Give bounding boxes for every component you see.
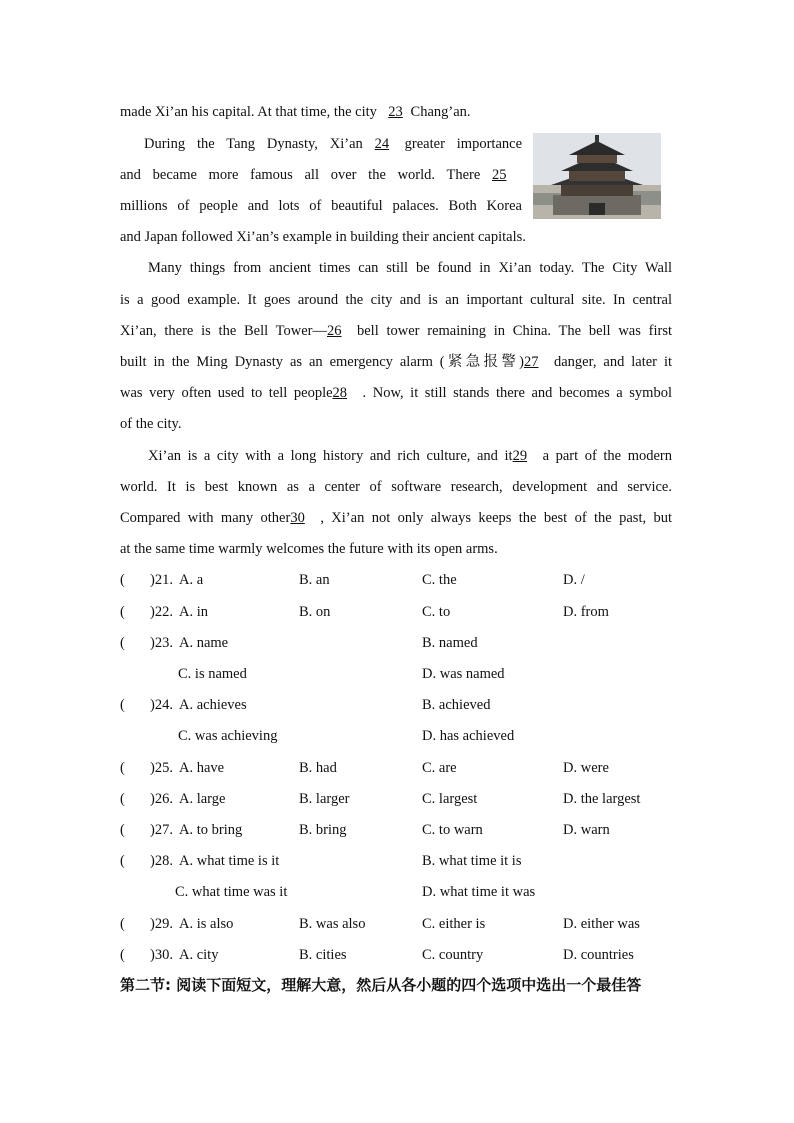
passage-text: and became more famous all over the world. There (120, 167, 481, 183)
blank-26: 26 (326, 323, 342, 339)
option-b: B. bring (299, 822, 347, 838)
passage-text: was very often used to tell people (120, 385, 333, 401)
question-24 (120, 695, 680, 715)
option-d: D. the largest (563, 791, 641, 807)
option-d: D. what time it was (422, 884, 536, 900)
passage-text: built in the Ming Dynasty as an emergency alarm (紧急报警) (120, 354, 524, 370)
option-c: C. to warn (422, 822, 483, 838)
passage-text: Xi’an, there is the Bell Tower— (120, 323, 327, 339)
passage-text: , Xi’an not only always keeps the best of the past, but (320, 510, 673, 526)
option-d: D. from (563, 604, 609, 620)
blank-24: 24 (374, 136, 390, 152)
passage-line (120, 165, 522, 185)
question-number: )25. (150, 760, 173, 776)
passage-text: millions of people and lots of beautiful palaces. Both Korea (120, 198, 522, 214)
answer-paren[interactable]: ( (120, 791, 125, 807)
option-d: D. has achieved (422, 728, 515, 744)
question-26 (120, 789, 680, 809)
passage-line (120, 258, 672, 278)
option-b: B. was also (299, 916, 366, 932)
passage-text: and Japan followed Xi’an’s example in building their ancient capitals. (120, 229, 526, 245)
answer-paren[interactable]: ( (120, 916, 125, 932)
passage-line (120, 321, 672, 341)
option-d: D. warn (563, 822, 610, 838)
passage-text: . Now, it still stands there and becomes a symbol (362, 385, 672, 401)
question-number: )28. (150, 853, 173, 869)
option-c: C. the (422, 572, 457, 588)
option-b: B. achieved (422, 697, 491, 713)
bell-tower-photo (533, 133, 661, 219)
option-c: C. are (422, 760, 457, 776)
option-d: D. either was (563, 916, 640, 932)
passage-line (120, 383, 672, 403)
question-23 (120, 633, 680, 653)
blank-23: 23 (388, 104, 403, 120)
question-number: )23. (150, 635, 173, 651)
question-number: )21. (150, 572, 173, 588)
answer-paren[interactable]: ( (120, 947, 125, 963)
question-23-row2 (120, 664, 680, 684)
question-number: )30. (150, 947, 173, 963)
question-number: )27. (150, 822, 173, 838)
answer-paren[interactable]: ( (120, 760, 125, 776)
option-c: C. country (422, 947, 484, 963)
answer-paren[interactable]: ( (120, 853, 125, 869)
passage-line (120, 539, 672, 559)
option-c: C. either is (422, 916, 486, 932)
passage-text: greater importance (404, 136, 523, 152)
passage-text: Chang’an. (410, 104, 471, 120)
option-b: B. what time it is (422, 853, 522, 869)
passage-line (120, 102, 672, 122)
question-number: )24. (150, 697, 173, 713)
passage-line (120, 446, 672, 466)
option-c: C. was achieving (178, 728, 278, 744)
passage-text: at the same time warmly welcomes the future with its open arms. (120, 541, 498, 557)
passage-line (120, 134, 522, 154)
blank-28: 28 (332, 385, 348, 401)
bell-tower-icon (533, 133, 661, 219)
passage-text: world. It is best known as a center of software research, development and service. (120, 479, 672, 495)
passage-line (120, 508, 672, 528)
question-21 (120, 570, 680, 590)
passage-text: a part of the modern (542, 448, 672, 464)
option-d: D. / (563, 572, 585, 588)
passage-text: danger, and later it (553, 354, 672, 370)
question-25 (120, 758, 680, 778)
question-30 (120, 945, 680, 965)
option-a: A. in (179, 604, 208, 620)
question-22 (120, 602, 680, 622)
question-number: )22. (150, 604, 173, 620)
answer-paren[interactable]: ( (120, 604, 125, 620)
question-28-row2 (120, 882, 680, 902)
passage-line (120, 196, 522, 216)
option-b: B. larger (299, 791, 350, 807)
passage-line (120, 414, 672, 434)
option-a: A. achieves (179, 697, 247, 713)
blank-25: 25 (492, 167, 507, 183)
option-d: D. countries (563, 947, 634, 963)
option-a: A. have (179, 760, 225, 776)
option-d: D. was named (422, 666, 505, 682)
passage-text: bell tower remaining in China. The bell was first (356, 323, 672, 339)
question-24-row2 (120, 726, 680, 746)
option-c: C. to (422, 604, 451, 620)
question-number: )26. (150, 791, 173, 807)
question-27 (120, 820, 680, 840)
option-a: A. is also (179, 916, 234, 932)
passage-text: is a good example. It goes around the city and is an important cultural site. In central (120, 292, 672, 308)
passage-line (120, 290, 672, 310)
option-a: A. large (179, 791, 226, 807)
option-a: A. to bring (179, 822, 243, 838)
passage-text: of the city. (120, 416, 182, 432)
option-b: B. on (299, 604, 331, 620)
option-a: A. what time is it (179, 853, 280, 869)
question-29 (120, 914, 680, 934)
passage-line (120, 477, 672, 497)
passage-line (120, 227, 672, 247)
passage-text: Compared with many other (120, 510, 291, 526)
option-b: B. had (299, 760, 337, 776)
option-b: B. an (299, 572, 330, 588)
passage-text: Many things from ancient times can still be found in Xi’an today. The City Wall (148, 260, 672, 276)
option-a: A. a (179, 572, 204, 588)
passage-text: During the Tang Dynasty, Xi’an (144, 136, 363, 152)
blank-29: 29 (512, 448, 528, 464)
question-number: )29. (150, 916, 173, 932)
blank-30: 30 (290, 510, 305, 526)
question-28 (120, 851, 680, 871)
section-heading: 第二节: 阅读下面短文，理解大意，然后从各小题的四个选项中选出一个最佳答 (120, 976, 642, 994)
option-c: C. what time was it (175, 884, 288, 900)
option-a: A. name (179, 635, 229, 651)
option-b: B. named (422, 635, 478, 651)
answer-paren[interactable]: ( (120, 572, 125, 588)
option-b: B. cities (299, 947, 347, 963)
answer-paren[interactable]: ( (120, 635, 125, 651)
answer-paren[interactable]: ( (120, 822, 125, 838)
option-c: C. largest (422, 791, 478, 807)
passage-line (120, 352, 672, 372)
answer-paren[interactable]: ( (120, 697, 125, 713)
option-d: D. were (563, 760, 609, 776)
passage-text: made Xi’an his capital. At that time, the city (120, 104, 377, 120)
blank-27: 27 (523, 354, 539, 370)
option-a: A. city (179, 947, 219, 963)
option-c: C. is named (178, 666, 247, 682)
passage-text: Xi’an is a city with a long history and rich culture, and it (148, 448, 513, 464)
